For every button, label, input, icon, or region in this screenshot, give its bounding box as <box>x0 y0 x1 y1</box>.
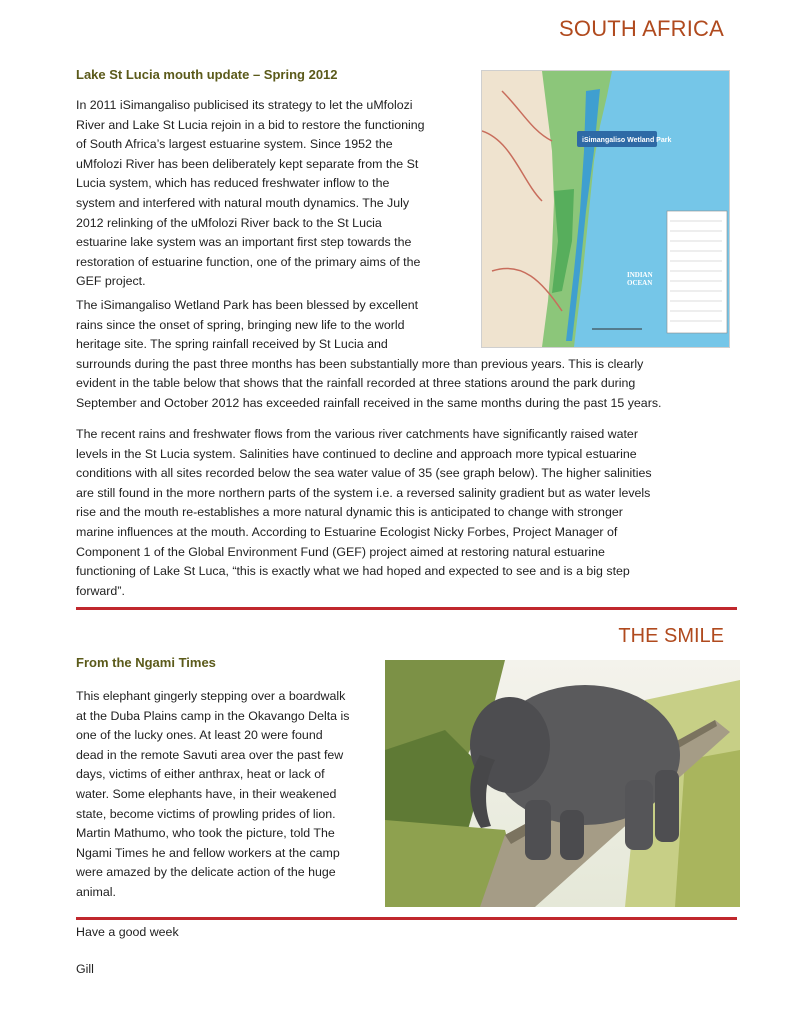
article2-paragraph: This elephant gingerly stepping over a boardwalk at the Duba Plains camp in the Okavango Delta is one of the lucky ones. At least 20 were found dead in the remote Savuti area over the past few days, victims of either anthrax, heat or lack of water. Some elephants have, in their weakened state, become victims of prowling prides of lion. Martin Mathumo, who took the picture, told The Ngami Times he and fellow workers at the camp were amazed by the delicate action of the huge animal. <box>76 689 350 899</box>
elephant-illustration <box>385 660 740 907</box>
map-ocean-label-1: INDIAN <box>627 271 653 279</box>
closing-line: Have a good week <box>76 925 179 939</box>
map-park-label: iSimangaliso Wetland Park <box>582 137 672 144</box>
article-paragraph-1: In 2011 iSimangaliso publicised its strategy to let the uMfolozi River and Lake St Lucia rejoin in a bid to restore the functioning of South Africa’s largest estuarine system. Since 1952 the uMfolozi River has been deliberately kept separate from the St Lucia system, which has reduced freshwater inflow to the system and interfered with natural mouth dynamics. The July 2012 relinking of the uMfolozi River back to the St Lucia estuarine lake system was an important first step towards the restoration of estuarine function, one of the primary aims of the GEF project. <box>76 98 425 289</box>
article2-heading: From the Ngami Times <box>76 655 216 670</box>
map-ocean-label-2: OCEAN <box>627 279 653 287</box>
footer-divider <box>76 917 737 920</box>
elephant-photo <box>385 660 740 907</box>
section-title: THE SMILE <box>618 625 724 647</box>
signature: Gill <box>76 962 94 976</box>
page-title: SOUTH AFRICA <box>559 16 724 41</box>
article-heading: Lake St Lucia mouth update – Spring 2012 <box>76 67 338 82</box>
section-divider <box>76 607 737 610</box>
article-paragraph-2: The iSimangaliso Wetland Park has been blessed by excellent rains since the onset of spring, bringing new life to the world heritage site. The spring rainfall received by St Lucia and surrounds during the past three months has been substantially more than previous years. This is clearly evident in the table below that shows that the rainfall recorded at three stations around the park during September and October 2012 has exceeded rainfall received in the same months during the past 15 years. <box>76 298 662 410</box>
article-paragraph-3: The recent rains and freshwater flows from the various river catchments have significantly raised water levels in the St Lucia system. Salinities have continued to decline and approach more typical estuarine conditions with all sites recorded below the sea water value of 35 (see graph below). The higher salinities are still found in the more northern parts of the system i.e. a reversed salinity gradient but as water levels rise and the mouth re-establishes a more natural dynamic this is anticipated to change with stronger marine influences at the mouth. According to Estuarine Ecologist Nicky Forbes, Project Manager of Component 1 of the Global Environment Fund (GEF) project aimed at restoring natural estuarine functioning of Lake St Luca, “this is exactly what we had hoped and expected to see and is a big step forward”. <box>76 427 652 598</box>
